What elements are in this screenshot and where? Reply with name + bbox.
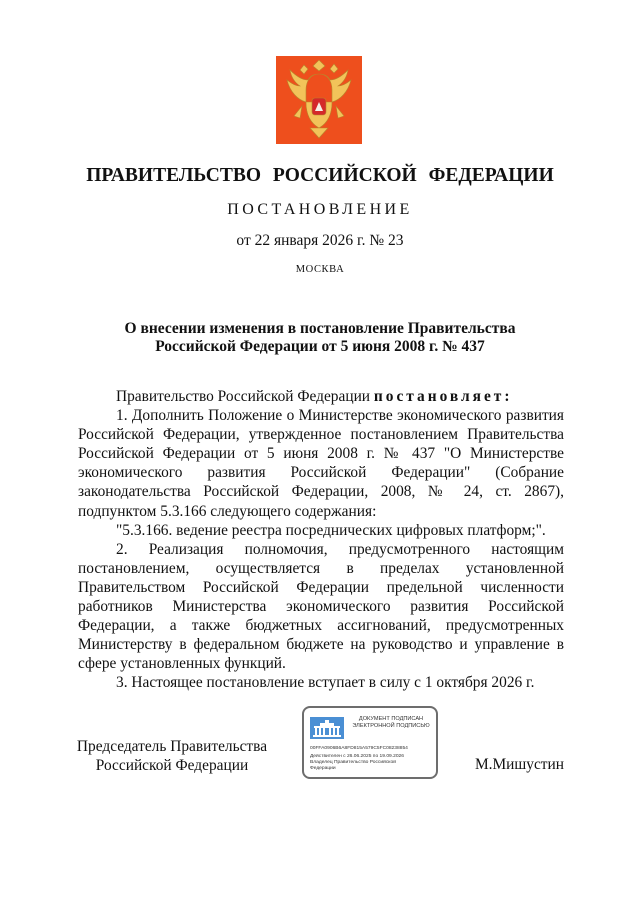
document-city: МОСКВА <box>295 264 345 275</box>
stamp-owner-line-2: Федерации <box>310 766 336 771</box>
subject-line-1: О внесении изменения в постановление Правительства <box>124 320 516 337</box>
decree-intro <box>78 387 564 406</box>
clause-2: 2. Реализация полномочия, предусмотренного настоящим постановлением, осуществляется в пределах установленной Правительством Российской Федерации предельной численности работников Министерства экономического развития Российской Федерации, а также бюджетных ассигнований, предусмотренных Министерству в федеральном бюджете на руководство и управление в сфере установленных функций. <box>78 540 564 673</box>
clause-1-quote: "5.3.166. ведение реестра посреднических цифровых платформ;". <box>116 521 546 539</box>
subject-line-2: Российской Федерации от 5 июня 2008 г. № 437 <box>155 338 485 355</box>
signatory-name: М.Мишустин <box>474 756 564 773</box>
signatory-position <box>62 737 282 775</box>
government-title: ПРАВИТЕЛЬСТВО РОССИЙСКОЙ ФЕДЕРАЦИИ <box>86 165 554 186</box>
stamp-heading <box>346 716 436 730</box>
electronic-signature-stamp <box>302 706 438 779</box>
stamp-validity: Действителен с 26.06.2025 по 19.09.2026 <box>310 754 404 759</box>
document-body <box>78 387 564 693</box>
coat-of-arms-icon <box>276 56 362 144</box>
document-type: ПОСТАНОВЛЕНИЕ <box>227 201 413 218</box>
document-subject <box>0 320 640 356</box>
document-date-number: от 22 января 2026 г. № 23 <box>236 232 404 249</box>
stamp-owner-line-1: Владелец Правительство Российской <box>310 760 396 765</box>
building-icon <box>310 717 344 739</box>
clause-1: 1. Дополнить Положение о Министерстве экономического развития Российской Федерации, утвержденное постановлением Правительства Российской Федерации от 5 июня 2008 г. № 437 "О Министерстве экономического развития Российской Федерации" (Собрание законодательства Российской Федерации, 2008, № 24, ст. 2867), подпунктом 5.3.166 следующего содержания: <box>78 407 564 520</box>
clause-3: 3. Настоящее постановление вступает в силу с 1 октября 2026 г. <box>116 674 535 692</box>
stamp-certificate: 00FFA0906B6A8FD815A579C5FC08238854 <box>310 746 408 751</box>
stamp-heading-line-2: ЭЛЕКТРОННОЙ ПОДПИСЬЮ <box>352 723 430 729</box>
signatory-position-line-1: Председатель Правительства <box>76 738 268 755</box>
decree-intro-text: Правительство Российской Федерации <box>116 388 374 405</box>
signatory-position-line-2: Российской Федерации <box>95 757 249 774</box>
stamp-heading-line-1: ДОКУМЕНТ ПОДПИСАН <box>358 716 424 722</box>
decree-word: постановляет: <box>373 388 513 405</box>
